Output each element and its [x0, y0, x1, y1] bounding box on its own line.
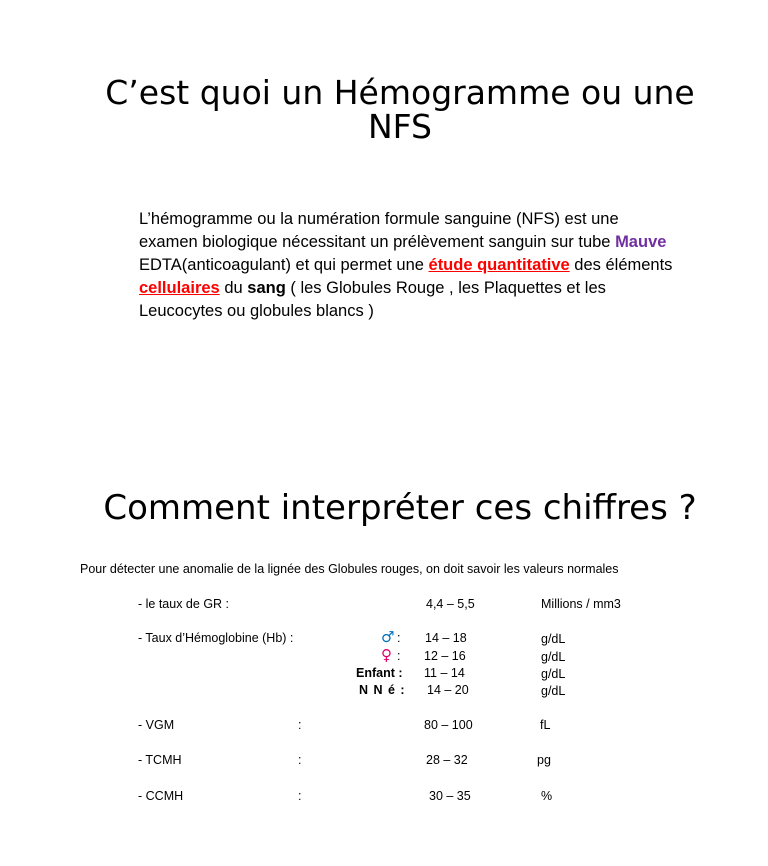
section-title: Comment interpréter ces chiffres ?: [103, 488, 697, 528]
tcmh-unit: pg: [537, 753, 551, 767]
para-text-4: du: [219, 279, 248, 297]
gr-value: 4,4 – 5,5: [426, 597, 475, 611]
tcmh-label: - TCMH: [138, 753, 182, 767]
female-colon: :: [397, 649, 401, 663]
tcmh-colon: :: [298, 753, 302, 767]
tcmh-value: 28 – 32: [426, 753, 468, 767]
ccmh-colon: :: [298, 789, 302, 803]
ccmh-unit: %: [541, 789, 553, 803]
vgm-value: 80 – 100: [424, 718, 473, 732]
nne-label: N N é :: [359, 683, 406, 697]
definition-paragraph: [139, 208, 679, 323]
enfant-label: Enfant :: [356, 666, 403, 680]
gr-label: - le taux de GR :: [138, 597, 230, 611]
vgm-label: - VGM: [138, 718, 175, 732]
enfant-hb-value: 11 – 14: [424, 666, 465, 680]
page-title: [60, 73, 740, 146]
female-symbol-icon: ♀: [381, 646, 392, 664]
title-line-1: C’est quoi un Hémogramme ou une: [105, 73, 695, 112]
nne-hb-unit: g/dL: [541, 684, 566, 698]
intro-text: Pour détecter une anomalie de la lignée des Globules rouges, on doit savoir les valeurs normales: [80, 562, 619, 576]
mauve-word: Mauve: [615, 233, 667, 251]
etude-quantitative-highlight: étude quantitative: [428, 256, 570, 274]
ccmh-label: - CCMH: [138, 789, 184, 803]
male-symbol-icon: ♂: [381, 628, 395, 646]
para-text-3: des éléments: [569, 256, 673, 274]
sang-word: sang: [247, 279, 286, 297]
para-text-2: EDTA(anticoagulant) et qui permet une: [139, 256, 429, 274]
female-hb-unit: g/dL: [541, 650, 566, 664]
nne-hb-value: 14 – 20: [427, 683, 469, 697]
female-hb-value: 12 – 16: [424, 649, 466, 663]
male-hb-unit: g/dL: [541, 632, 566, 646]
vgm-unit: fL: [540, 718, 551, 732]
para-text-1: L’hémogramme ou la numération formule sanguine (NFS) est une examen biologique nécessitant un prélèvement sanguin sur tube: [139, 210, 619, 251]
ccmh-value: 30 – 35: [429, 789, 471, 803]
enfant-hb-unit: g/dL: [541, 667, 566, 681]
vgm-colon: :: [298, 718, 302, 732]
hb-label: - Taux d’Hémoglobine (Hb) :: [138, 631, 294, 645]
male-hb-value: 14 – 18: [425, 631, 467, 645]
cellulaires-highlight: cellulaires: [139, 279, 220, 297]
para-text-5: ( les Globules Rouge , les Plaquettes et les Leucocytes ou globules blancs ): [139, 279, 606, 320]
title-line-2: NFS: [367, 107, 433, 146]
male-colon: :: [397, 631, 401, 645]
gr-unit: Millions / mm3: [541, 597, 621, 611]
